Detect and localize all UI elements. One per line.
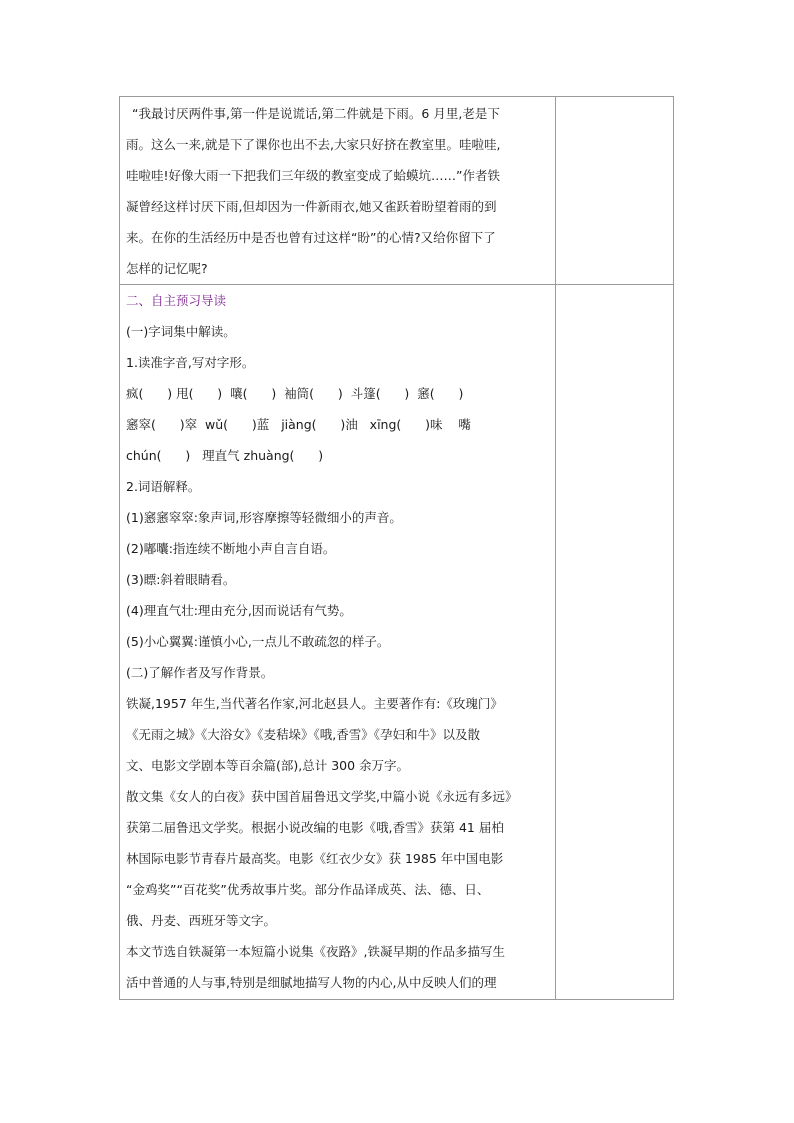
bio-line: 俄、丹麦、西班牙等文字。 bbox=[126, 913, 277, 928]
notes-cell bbox=[556, 97, 673, 284]
intro-cell bbox=[120, 97, 556, 284]
definition: (2)嘟囔:指连续不断地小声自言自语。 bbox=[126, 541, 336, 556]
intro-line: 哇啦哇!好像大雨一下把我们三年级的教室变成了蛤蟆坑……”作者铁 bbox=[126, 168, 500, 183]
bio-line: 铁凝,1957 年生,当代著名作家,河北赵县人。主要著作有:《玫瑰门》 bbox=[126, 696, 503, 711]
intro-line: 怎样的记忆呢? bbox=[126, 261, 208, 276]
pinyin-row: chún( ) 理直气 zhuàng( ) bbox=[126, 448, 324, 463]
intro-line: “我最讨厌两件事,第一件是说谎话,第二件就是下雨。6 月里,老是下 bbox=[132, 106, 500, 121]
subheading: (一)字词集中解读。 bbox=[126, 324, 236, 339]
lesson-table bbox=[119, 96, 674, 1000]
pinyin-row: 窸窣( )窣 wǔ( )蓝 jiàng( )油 xīng( )味 嘴 bbox=[126, 417, 471, 432]
definition: (1)窸窸窣窣:象声词,形容摩擦等轻微细小的声音。 bbox=[126, 510, 402, 525]
definition: (4)理直气壮:理由充分,因而说话有气势。 bbox=[126, 603, 352, 618]
bio-line: 《无雨之城》《大浴女》《麦秸垛》《哦,香雪》《孕妇和牛》以及散 bbox=[126, 727, 480, 742]
table-row-preview bbox=[120, 285, 673, 999]
intro-line: 雨。这么一来,就是下了课你也出不去,大家只好挤在教室里。哇啦哇, bbox=[126, 137, 501, 152]
bio-line: 林国际电影节青春片最高奖。电影《红衣少女》获 1985 年中国电影 bbox=[126, 851, 504, 866]
section-heading: 二、自主预习导读 bbox=[126, 293, 227, 308]
pinyin-row: 疯( ) 甩( ) 嚷( ) 袖筒( ) 斗篷( ) 窸( ) bbox=[126, 386, 464, 401]
bio-line: 活中普通的人与事,特别是细腻地描写人物的内心,从中反映人们的理 bbox=[126, 975, 497, 990]
bio-line: “金鸡奖”“百花奖”优秀故事片奖。部分作品译成英、法、德、日、 bbox=[126, 882, 490, 897]
intro-line: 凝曾经这样讨厌下雨,但却因为一件新雨衣,她又雀跃着盼望着雨的到 bbox=[126, 199, 497, 214]
bio-line: 本文节选自铁凝第一本短篇小说集《夜路》,铁凝早期的作品多描写生 bbox=[126, 944, 505, 959]
table-row-intro bbox=[120, 97, 673, 285]
bio-line: 获第二届鲁迅文学奖。根据小说改编的电影《哦,香雪》获第 41 届柏 bbox=[126, 820, 504, 835]
bio-line: 文、电影文学剧本等百余篇(部),总计 300 余万字。 bbox=[126, 758, 410, 773]
bio-line: 散文集《女人的白夜》获中国首届鲁迅文学奖,中篇小说《永远有多远》 bbox=[126, 789, 518, 804]
definition: (3)瞟:斜着眼睛看。 bbox=[126, 572, 236, 587]
item-title: 2.词语解释。 bbox=[126, 479, 201, 494]
notes-cell bbox=[556, 285, 673, 999]
intro-line: 来。在你的生活经历中是否也曾有过这样“盼”的心情?又给你留下了 bbox=[126, 230, 496, 245]
item-title: 1.读准字音,写对字形。 bbox=[126, 355, 255, 370]
definition: (5)小心翼翼:谨慎小心,一点儿不敢疏忽的样子。 bbox=[126, 634, 390, 649]
preview-cell bbox=[120, 285, 556, 999]
subheading: (二)了解作者及写作背景。 bbox=[126, 665, 274, 680]
